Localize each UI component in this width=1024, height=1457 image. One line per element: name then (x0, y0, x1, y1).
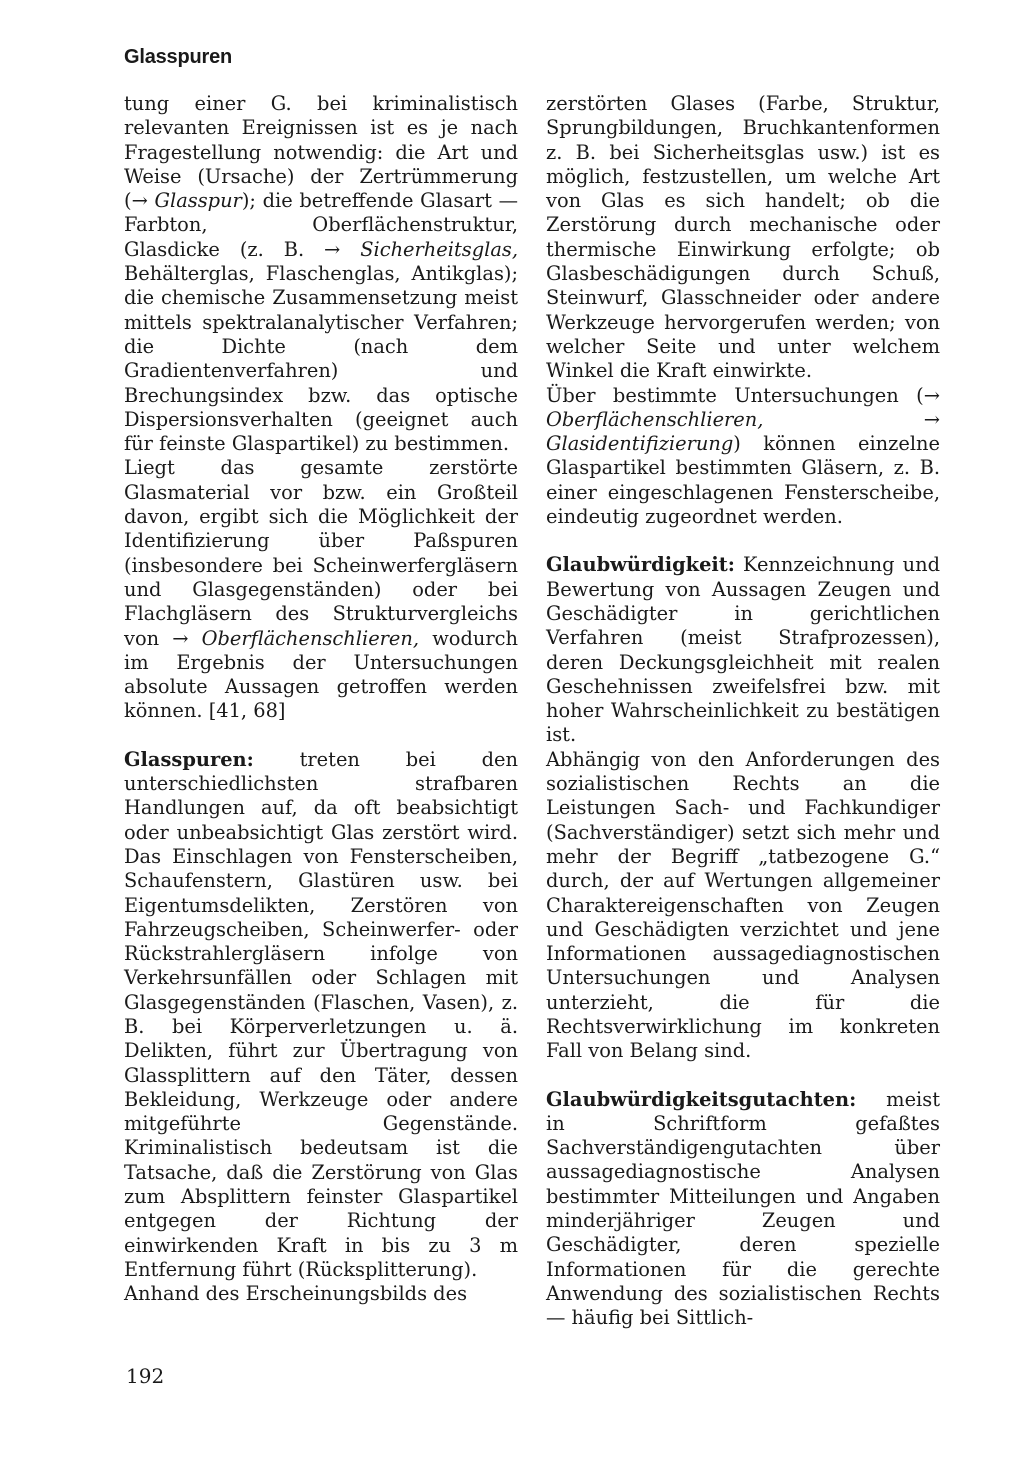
text-run: tung einer G. bei kriminalistisch relevanten Ereignissen ist es je nach Fragestellung notwendig: die Art und Weise (Ursache) der Zertrümmerung (→ (124, 92, 518, 213)
entry-term: Glaubwürdigkeitsgutachten: (546, 1087, 857, 1111)
paragraph-anhand (124, 1282, 518, 1306)
text-run: Anhand des Erscheinungsbilds des (124, 1282, 468, 1306)
paragraph-glasart (124, 92, 518, 456)
cross-reference-glasidentifizierung[interactable]: Glasidentifizierung (546, 432, 734, 456)
cross-reference-oberflaechenschlieren[interactable]: Oberflächenschlieren, (546, 407, 764, 431)
cross-reference-glasspur[interactable]: Glasspur (154, 189, 242, 213)
text-run: zerstörten Glases (Farbe, Struktur, Sprungbildungen, Bruchkantenformen z. B. bei Sicherheitsglas usw.) ist es möglich, festzustellen, um welche Art von Glas es sich handelt; ob die Zerstörung durch mechanische oder thermische Einwirkung erfolgte; ob Glasbeschädigungen durch Schuß, Steinwurf, Glasschneider oder andere Werkzeuge hervorgerufen werden; von welcher Seite und unter welchem Winkel die Kraft einwirkte. (546, 92, 940, 383)
running-head: Glasspuren (124, 46, 233, 68)
cross-reference-sicherheitsglas[interactable]: Sicherheitsglas, (360, 237, 518, 261)
text-run: ); die betreffende Glasart — Farbton, Oberflächenstruktur, Glasdicke (z. B. → (124, 189, 518, 261)
text-run: ) können einzelne Glaspartikel bestimmten Gläsern, z. B. einer eingeschlagenen Fensterscheibe, eindeutig zugeordnet werden. (546, 432, 940, 529)
text-run: treten bei den unterschiedlichsten strafbaren Handlungen auf, da oft beabsichtigt oder unbeabsichtigt Glas zerstört wird. Das Einschlagen von Fensterscheiben, Schaufenstern, Glastüren usw. bei Eigentumsdelikten, Zerstören von Fahrzeugscheiben, Scheinwerfer- oder Rückstrahlergläsern infolge von Verkehrsunfällen oder Schlagen mit Glasgegenständen (Flaschen, Vasen), z. B. bei Körperverletzungen u. ä. Delikten, führt zur Übertragung von Glassplittern auf den Täter, dessen Bekleidung, Werkzeuge oder andere mitgeführte Gegenstände. Kriminalistisch bedeutsam ist die Tatsache, daß die Zerstörung von Glas zum Absplittern feinster Glaspartikel entgegen der Richtung der einwirkenden Kraft in bis zu 3 m Entfernung führt (Rücksplitterung). (124, 747, 518, 1281)
paragraph-identifizierung (124, 456, 518, 723)
paragraph-abhaengig (546, 748, 940, 1064)
left-column (124, 92, 518, 1307)
text-run: → (763, 407, 940, 431)
paragraph-untersuchungen (546, 384, 940, 530)
text-run: Behälterglas, Flaschenglas, Antikglas); die chemische Zusammensetzung meist mittels spektralanalytischer Verfahren; die Dichte (nach dem Gradientenverfahren) und Brechungsindex bzw. das optische Dispersionsverhalten (geeignet auch für feinste Glaspartikel) zu bestimmen. (124, 262, 518, 456)
text-run: wodurch im Ergebnis der Untersuchungen absolute Aussagen getroffen werden können. [41, 68] (124, 626, 518, 723)
entry-glaubwuerdigkeitsgutachten (546, 1088, 940, 1331)
right-column (546, 92, 940, 1331)
entry-glasspuren (124, 748, 518, 1283)
entry-term: Glasspuren: (124, 747, 254, 771)
cross-reference-oberflaechenschlieren[interactable]: Oberflächenschlieren, (201, 626, 420, 650)
paragraph-zerstoerten-glases (546, 92, 940, 384)
entry-term: Glaubwürdigkeit: (546, 553, 735, 577)
entry-glaubwuerdigkeit (546, 553, 940, 747)
text-run: Abhängig von den Anforderungen des sozialistischen Rechts an die Leistungen Sach- und Fachkundiger (Sachverständiger) setzt sich mehr und mehr der Begriff „tatbezogene G.“ durch, der auf Wertungen allgemeiner Charaktereigenschaften von Zeugen und Geschädigten verzichtet und jene Informationen aussagediagnostischen Untersuchungen und Analysen unterzieht, die für die Rechtsverwirklichung im konkreten Fall von Belang sind. (546, 747, 940, 1063)
page-number: 192 (126, 1364, 165, 1388)
text-run: Über bestimmte Untersuchungen (→ (546, 383, 940, 407)
text-run: meist in Schriftform gefaßtes Sachverständigengutachten über aussagediagnostische Analysen bestimmter Mitteilungen und Angaben minderjähriger Zeugen und Geschädigter, deren spezielle Informationen für die gerechte Anwendung des sozialistischen Rechts — häufig bei Sittlich- (546, 1087, 940, 1330)
text-run: Kennzeichnung und Bewertung von Aussagen Zeugen und Geschädigter in gerichtlichen Verfahren (meist Strafprozessen), deren Deckungsgleichheit mit realen Geschehnissen zweifelsfrei bzw. mit hoher Wahrscheinlichkeit zu bestätigen ist. (546, 553, 940, 747)
text-run: Liegt das gesamte zerstörte Glasmaterial vor bzw. ein Großteil davon, ergibt sich die Möglichkeit der Identifizierung über Paßspuren (insbesondere bei Scheinwerfergläsern und Glasgegenständen) oder bei Flachgläsern des Strukturvergleichs von → (124, 456, 518, 650)
